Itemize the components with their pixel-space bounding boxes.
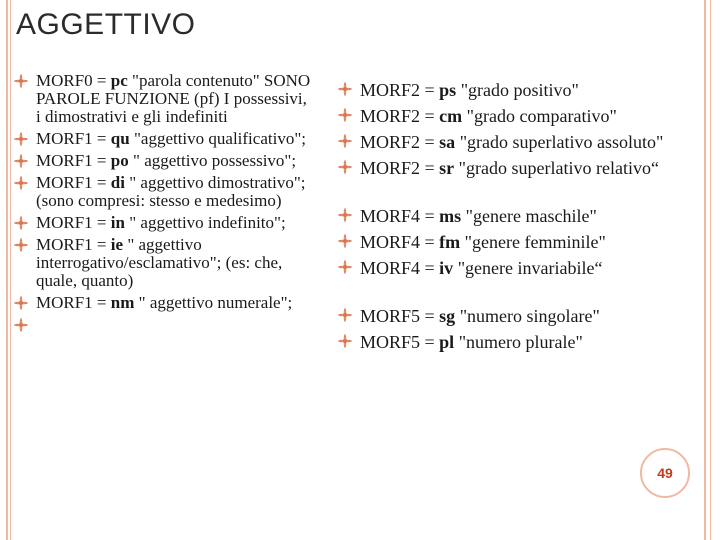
item-prefix: MORF1 = — [36, 235, 111, 254]
ornament-bullet-icon — [14, 318, 28, 332]
item-description: "grado superlativo assoluto" — [455, 132, 664, 152]
group-spacer — [338, 184, 678, 206]
item-prefix: MORF1 = — [36, 293, 111, 312]
item-description: " aggettivo dimostrativo"; (sono compresi: stesso e medesimo) — [36, 173, 306, 210]
bullet-item — [338, 206, 678, 226]
bullet-item — [338, 106, 678, 126]
item-code: po — [110, 151, 129, 170]
right-bullet-group — [338, 306, 678, 352]
bullet-item — [14, 316, 314, 334]
item-description: "grado comparativo" — [462, 106, 617, 126]
bullet-item — [338, 332, 678, 352]
item-description: "genere maschile" — [461, 206, 597, 226]
bullet-item — [338, 158, 678, 178]
bullet-item — [338, 132, 678, 152]
item-description: " aggettivo numerale"; — [134, 293, 293, 312]
item-code: ms — [439, 206, 462, 226]
item-description: " aggettivo indefinito"; — [124, 213, 286, 232]
bullet-item — [14, 174, 314, 210]
item-prefix: MORF4 = — [360, 232, 440, 252]
ornament-bullet-icon — [14, 132, 28, 146]
frame-line-left — [6, 0, 8, 540]
item-prefix: MORF4 = — [360, 206, 440, 226]
ornament-bullet-icon — [338, 134, 352, 148]
ornament-bullet-icon — [338, 334, 352, 348]
bullet-item — [338, 258, 678, 278]
item-prefix: MORF1 = — [36, 173, 111, 192]
frame-line-left-inner — [10, 0, 11, 540]
bullet-item — [14, 130, 314, 148]
bullet-item — [338, 80, 678, 100]
item-prefix: MORF1 = — [36, 129, 111, 148]
item-code: cm — [439, 106, 463, 126]
item-code: fm — [439, 232, 461, 252]
ornament-bullet-icon — [14, 216, 28, 230]
ornament-bullet-icon — [338, 308, 352, 322]
item-code: in — [110, 213, 125, 232]
ornament-bullet-icon — [14, 238, 28, 252]
ornament-bullet-icon — [338, 234, 352, 248]
left-bullet-list — [14, 72, 314, 334]
bullet-item — [14, 236, 314, 290]
item-code: di — [110, 173, 125, 192]
item-prefix: MORF2 = — [360, 132, 440, 152]
item-code: iv — [439, 258, 454, 278]
item-description: " aggettivo interrogativo/esclamativo"; (es: che, quale, quanto) — [36, 235, 283, 290]
item-prefix: MORF5 = — [360, 306, 440, 326]
ornament-bullet-icon — [14, 176, 28, 190]
item-code: pl — [439, 332, 455, 352]
item-prefix: MORF1 = — [36, 213, 111, 232]
item-prefix: MORF2 = — [360, 106, 440, 126]
item-code: nm — [110, 293, 135, 312]
frame-line-right — [704, 0, 706, 540]
page-number: 49 — [657, 465, 673, 481]
group-spacer — [338, 284, 678, 306]
ornament-bullet-icon — [338, 108, 352, 122]
item-prefix: MORF4 = — [360, 258, 440, 278]
item-prefix: MORF0 = — [36, 71, 111, 90]
page-number-badge — [640, 448, 690, 498]
item-code: sr — [439, 158, 455, 178]
item-code: qu — [110, 129, 130, 148]
ornament-bullet-icon — [338, 260, 352, 274]
right-bullet-group — [338, 80, 678, 178]
item-prefix: MORF5 = — [360, 332, 440, 352]
bullet-item — [338, 232, 678, 252]
item-prefix: MORF1 = — [36, 151, 111, 170]
ornament-bullet-icon — [14, 74, 28, 88]
item-code: ps — [439, 80, 457, 100]
bullet-item — [14, 214, 314, 232]
item-description: "numero singolare" — [455, 306, 600, 326]
item-code: sg — [439, 306, 456, 326]
left-column — [14, 72, 314, 338]
ornament-bullet-icon — [338, 82, 352, 96]
bullet-item — [14, 152, 314, 170]
item-description: "parola contenuto" SONO PAROLE FUNZIONE (pf) I possessivi, i dimostrativi e gli indefiniti — [36, 71, 311, 126]
bullet-item — [14, 72, 314, 126]
slide-title: AGGETTIVO — [16, 8, 196, 41]
item-prefix: MORF2 = — [360, 158, 440, 178]
item-code: sa — [439, 132, 456, 152]
ornament-bullet-icon — [338, 208, 352, 222]
item-code: pc — [110, 71, 128, 90]
item-description: "numero plurale" — [454, 332, 583, 352]
frame-line-right-inner — [710, 0, 711, 540]
item-code: ie — [110, 235, 124, 254]
item-description: "grado superlativo relativo“ — [454, 158, 659, 178]
ornament-bullet-icon — [14, 154, 28, 168]
bullet-item — [14, 294, 314, 312]
ornament-bullet-icon — [14, 296, 28, 310]
ornament-bullet-icon — [338, 160, 352, 174]
item-description: "genere femminile" — [460, 232, 606, 252]
item-prefix: MORF2 = — [360, 80, 440, 100]
item-description: "grado positivo" — [456, 80, 579, 100]
item-description: " aggettivo possessivo"; — [128, 151, 297, 170]
item-description: "aggettivo qualificativo"; — [129, 129, 306, 148]
right-bullet-group — [338, 206, 678, 278]
bullet-item — [338, 306, 678, 326]
right-bullet-groups — [338, 80, 678, 352]
right-column — [338, 80, 678, 358]
item-description: "genere invariabile“ — [453, 258, 603, 278]
